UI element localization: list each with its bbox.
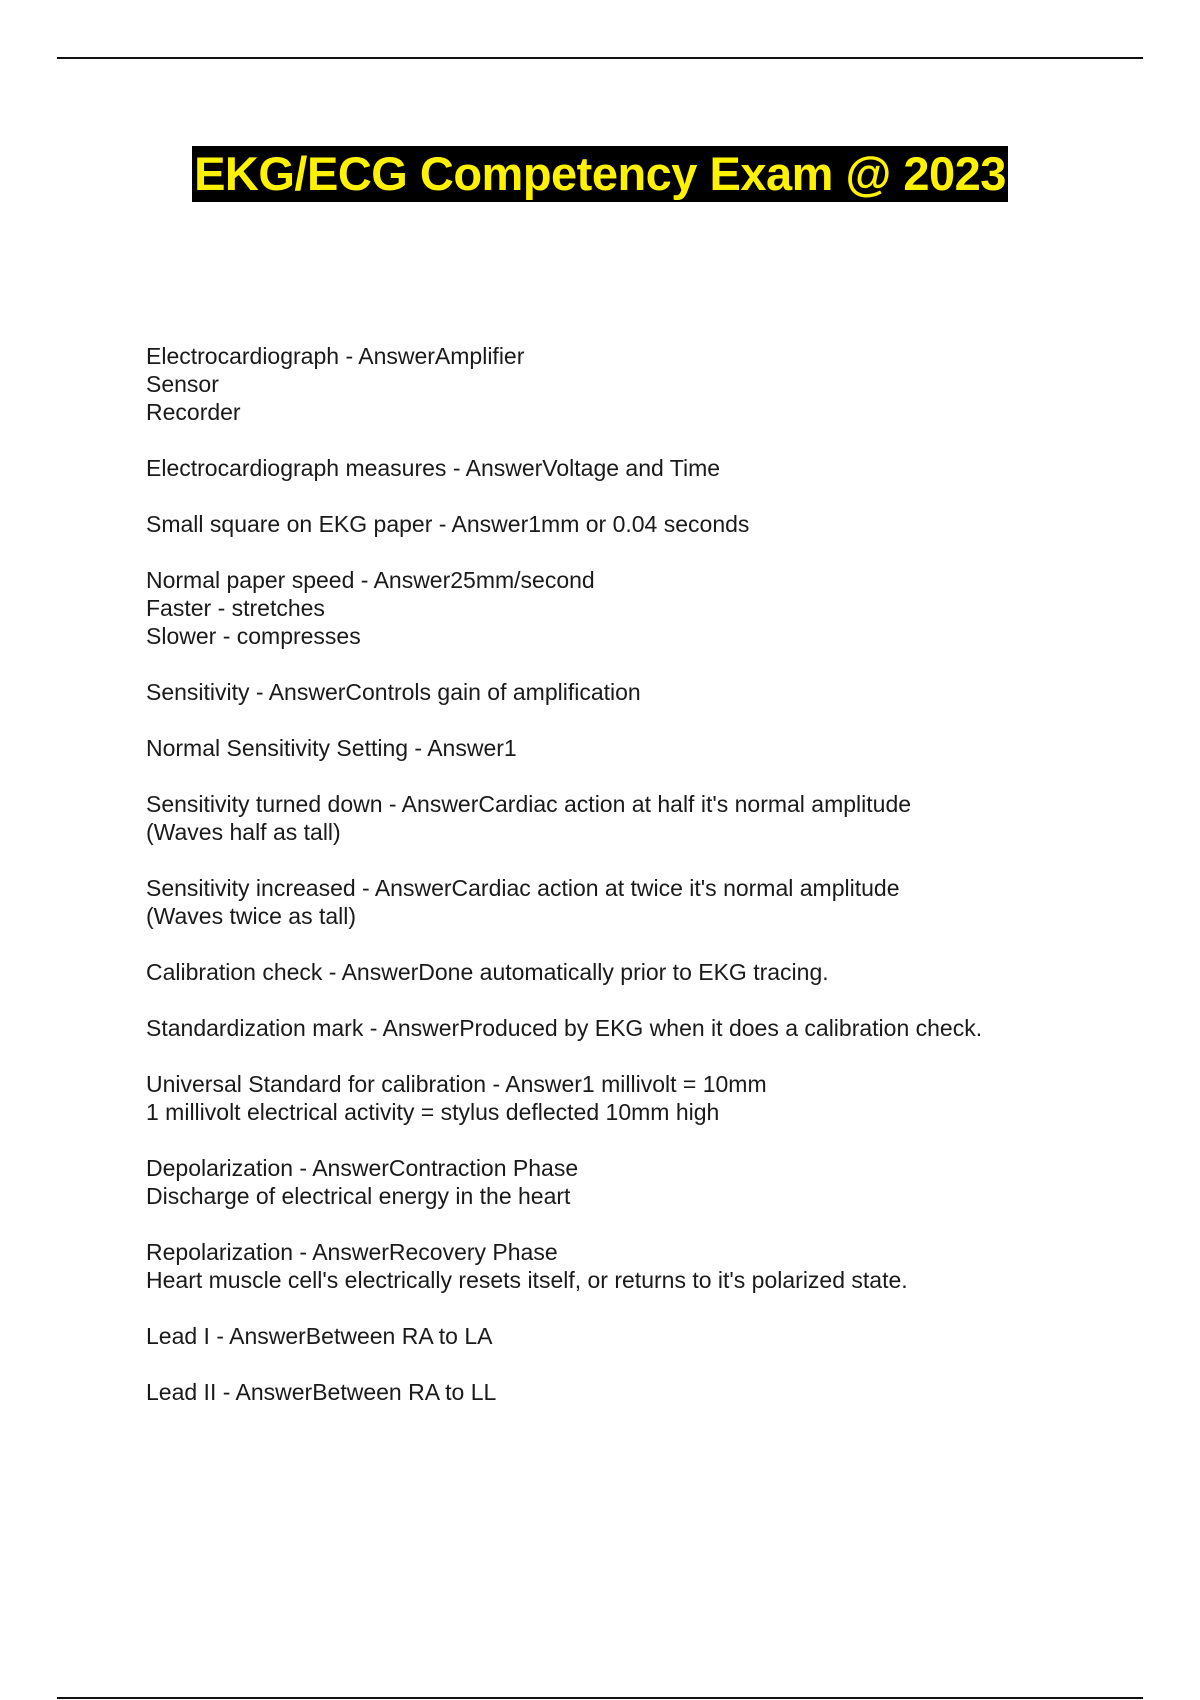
qa-line: 1 millivolt electrical activity = stylus deflected 10mm high xyxy=(146,1099,720,1125)
qa-entry-15 xyxy=(146,1378,1146,1406)
qa-line: Discharge of electrical energy in the heart xyxy=(146,1183,571,1209)
qa-line: Calibration check - AnswerDone automatically prior to EKG tracing. xyxy=(146,959,829,985)
qa-line: (Waves twice as tall) xyxy=(146,903,357,929)
qa-line: Sensitivity increased - AnswerCardiac action at twice it's normal amplitude xyxy=(146,875,900,901)
qa-line: Normal Sensitivity Setting - Answer1 xyxy=(146,735,517,761)
qa-entry-6 xyxy=(146,734,1146,762)
qa-line: Repolarization - AnswerRecovery Phase xyxy=(146,1239,558,1265)
qa-entry-5 xyxy=(146,678,1146,706)
qa-line: Depolarization - AnswerContraction Phase xyxy=(146,1155,579,1181)
qa-list xyxy=(146,342,1146,1434)
qa-entry-11 xyxy=(146,1070,1146,1126)
qa-entry-9 xyxy=(146,958,1146,986)
qa-line: (Waves half as tall) xyxy=(146,819,341,845)
qa-line: Heart muscle cell's electrically resets itself, or returns to it's polarized state. xyxy=(146,1267,908,1293)
qa-line: Standardization mark - AnswerProduced by EKG when it does a calibration check. xyxy=(146,1015,983,1041)
qa-line: Slower - compresses xyxy=(146,623,361,649)
qa-entry-12 xyxy=(146,1154,1146,1210)
qa-line: Electrocardiograph - AnswerAmplifier xyxy=(146,343,525,369)
qa-entry-1 xyxy=(146,342,1146,426)
qa-line: Small square on EKG paper - Answer1mm or 0.04 seconds xyxy=(146,511,750,537)
qa-entry-3 xyxy=(146,510,1146,538)
qa-line: Electrocardiograph measures - AnswerVoltage and Time xyxy=(146,455,721,481)
top-divider xyxy=(57,57,1143,59)
qa-line: Recorder xyxy=(146,399,241,425)
bottom-divider xyxy=(57,1697,1143,1699)
page-title: EKG/ECG Competency Exam @ 2023 xyxy=(194,147,1006,200)
qa-line: Normal paper speed - Answer25mm/second xyxy=(146,567,595,593)
qa-line: Lead II - AnswerBetween RA to LL xyxy=(146,1379,497,1405)
qa-entry-4 xyxy=(146,566,1146,650)
qa-line: Lead I - AnswerBetween RA to LA xyxy=(146,1323,493,1349)
qa-entry-8 xyxy=(146,874,1146,930)
qa-entry-10 xyxy=(146,1014,1146,1042)
qa-entry-14 xyxy=(146,1322,1146,1350)
title-container xyxy=(0,146,1200,202)
qa-line: Faster - stretches xyxy=(146,595,325,621)
qa-line: Sensitivity - AnswerControls gain of amplification xyxy=(146,679,641,705)
qa-entry-2 xyxy=(146,454,1146,482)
qa-line: Sensitivity turned down - AnswerCardiac action at half it's normal amplitude xyxy=(146,791,912,817)
qa-entry-13 xyxy=(146,1238,1146,1294)
qa-entry-7 xyxy=(146,790,1146,846)
qa-line: Universal Standard for calibration - Answer1 millivolt = 10mm xyxy=(146,1071,767,1097)
qa-line: Sensor xyxy=(146,371,219,397)
